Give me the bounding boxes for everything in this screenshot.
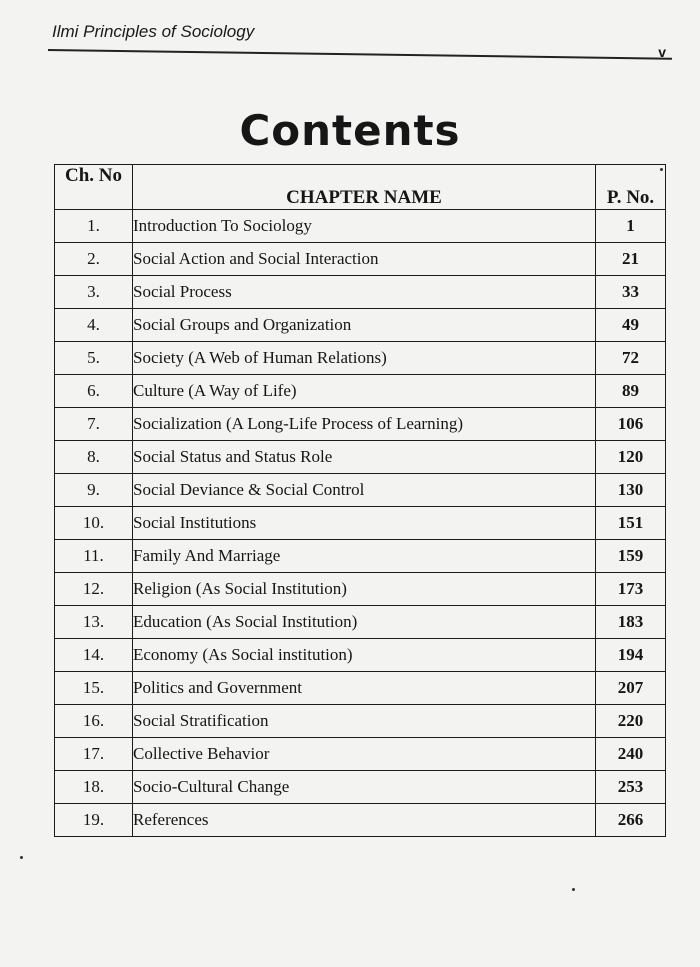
chapter-number: 19. — [55, 804, 133, 837]
chapter-name: Politics and Government — [133, 672, 596, 705]
chapter-number: 7. — [55, 408, 133, 441]
chapter-page: 1 — [596, 210, 666, 243]
chapter-number: 18. — [55, 771, 133, 804]
chapter-name: Social Status and Status Role — [133, 441, 596, 474]
table-row — [55, 738, 666, 771]
header-chapter-name: CHAPTER NAME — [133, 165, 596, 210]
chapter-name: Education (As Social Institution) — [133, 606, 596, 639]
chapter-page: 130 — [596, 474, 666, 507]
chapter-name: Socialization (A Long-Life Process of Learning) — [133, 408, 596, 441]
chapter-name: Religion (As Social Institution) — [133, 573, 596, 606]
chapter-page: 33 — [596, 276, 666, 309]
table-row — [55, 408, 666, 441]
chapter-name: References — [133, 804, 596, 837]
chapter-name: Social Institutions — [133, 507, 596, 540]
table-row — [55, 573, 666, 606]
running-title: Ilmi Principles of Sociology — [52, 22, 255, 41]
chapter-number: 17. — [55, 738, 133, 771]
chapter-name: Social Groups and Organization — [133, 309, 596, 342]
chapter-name: Society (A Web of Human Relations) — [133, 342, 596, 375]
chapter-page: 194 — [596, 639, 666, 672]
chapter-page: 151 — [596, 507, 666, 540]
chapter-number: 6. — [55, 375, 133, 408]
chapter-number: 14. — [55, 639, 133, 672]
speck — [20, 856, 23, 859]
table-row — [55, 771, 666, 804]
chapter-page: 173 — [596, 573, 666, 606]
table-row — [55, 375, 666, 408]
chapter-name: Collective Behavior — [133, 738, 596, 771]
chapter-page: 220 — [596, 705, 666, 738]
table-row — [55, 672, 666, 705]
chapter-name: Social Process — [133, 276, 596, 309]
chapter-page: 89 — [596, 375, 666, 408]
chapter-number: 5. — [55, 342, 133, 375]
chapter-number: 2. — [55, 243, 133, 276]
chapter-page: 49 — [596, 309, 666, 342]
table-row — [55, 342, 666, 375]
chapter-name: Introduction To Sociology — [133, 210, 596, 243]
chapter-number: 13. — [55, 606, 133, 639]
chapter-number: 16. — [55, 705, 133, 738]
chapter-name: Social Action and Social Interaction — [133, 243, 596, 276]
chapter-number: 15. — [55, 672, 133, 705]
chapter-page: 183 — [596, 606, 666, 639]
chapter-page: 207 — [596, 672, 666, 705]
chapter-page: 106 — [596, 408, 666, 441]
chapter-name: Culture (A Way of Life) — [133, 375, 596, 408]
contents-table-body — [55, 210, 666, 837]
chapter-page: 159 — [596, 540, 666, 573]
chapter-number: 1. — [55, 210, 133, 243]
chapter-page: 72 — [596, 342, 666, 375]
chapter-number: 10. — [55, 507, 133, 540]
chapter-page: 253 — [596, 771, 666, 804]
chapter-name: Family And Marriage — [133, 540, 596, 573]
table-row — [55, 606, 666, 639]
chapter-name: Economy (As Social institution) — [133, 639, 596, 672]
chapter-number: 3. — [55, 276, 133, 309]
table-row — [55, 441, 666, 474]
table-row — [55, 276, 666, 309]
table-row — [55, 540, 666, 573]
header-rule — [48, 49, 672, 60]
chapter-number: 11. — [55, 540, 133, 573]
header-chapter-no: Ch. No — [55, 165, 133, 210]
page-number: v — [658, 44, 666, 60]
table-row — [55, 804, 666, 837]
table-row — [55, 243, 666, 276]
chapter-number: 12. — [55, 573, 133, 606]
table-row — [55, 210, 666, 243]
chapter-page: 120 — [596, 441, 666, 474]
chapter-number: 9. — [55, 474, 133, 507]
header-page-no: P. No. — [596, 165, 666, 210]
chapter-page: 21 — [596, 243, 666, 276]
chapter-number: 4. — [55, 309, 133, 342]
chapter-name: Social Deviance & Social Control — [133, 474, 596, 507]
contents-title: Contents — [239, 106, 461, 155]
speck — [660, 168, 663, 171]
chapter-name: Socio-Cultural Change — [133, 771, 596, 804]
table-row — [55, 705, 666, 738]
table-row — [55, 474, 666, 507]
table-row — [55, 507, 666, 540]
table-row — [55, 309, 666, 342]
chapter-page: 240 — [596, 738, 666, 771]
chapter-page: 266 — [596, 804, 666, 837]
table-row — [55, 639, 666, 672]
table-header-row — [55, 165, 666, 210]
contents-table — [54, 164, 666, 837]
chapter-name: Social Stratification — [133, 705, 596, 738]
chapter-number: 8. — [55, 441, 133, 474]
speck — [572, 888, 575, 891]
